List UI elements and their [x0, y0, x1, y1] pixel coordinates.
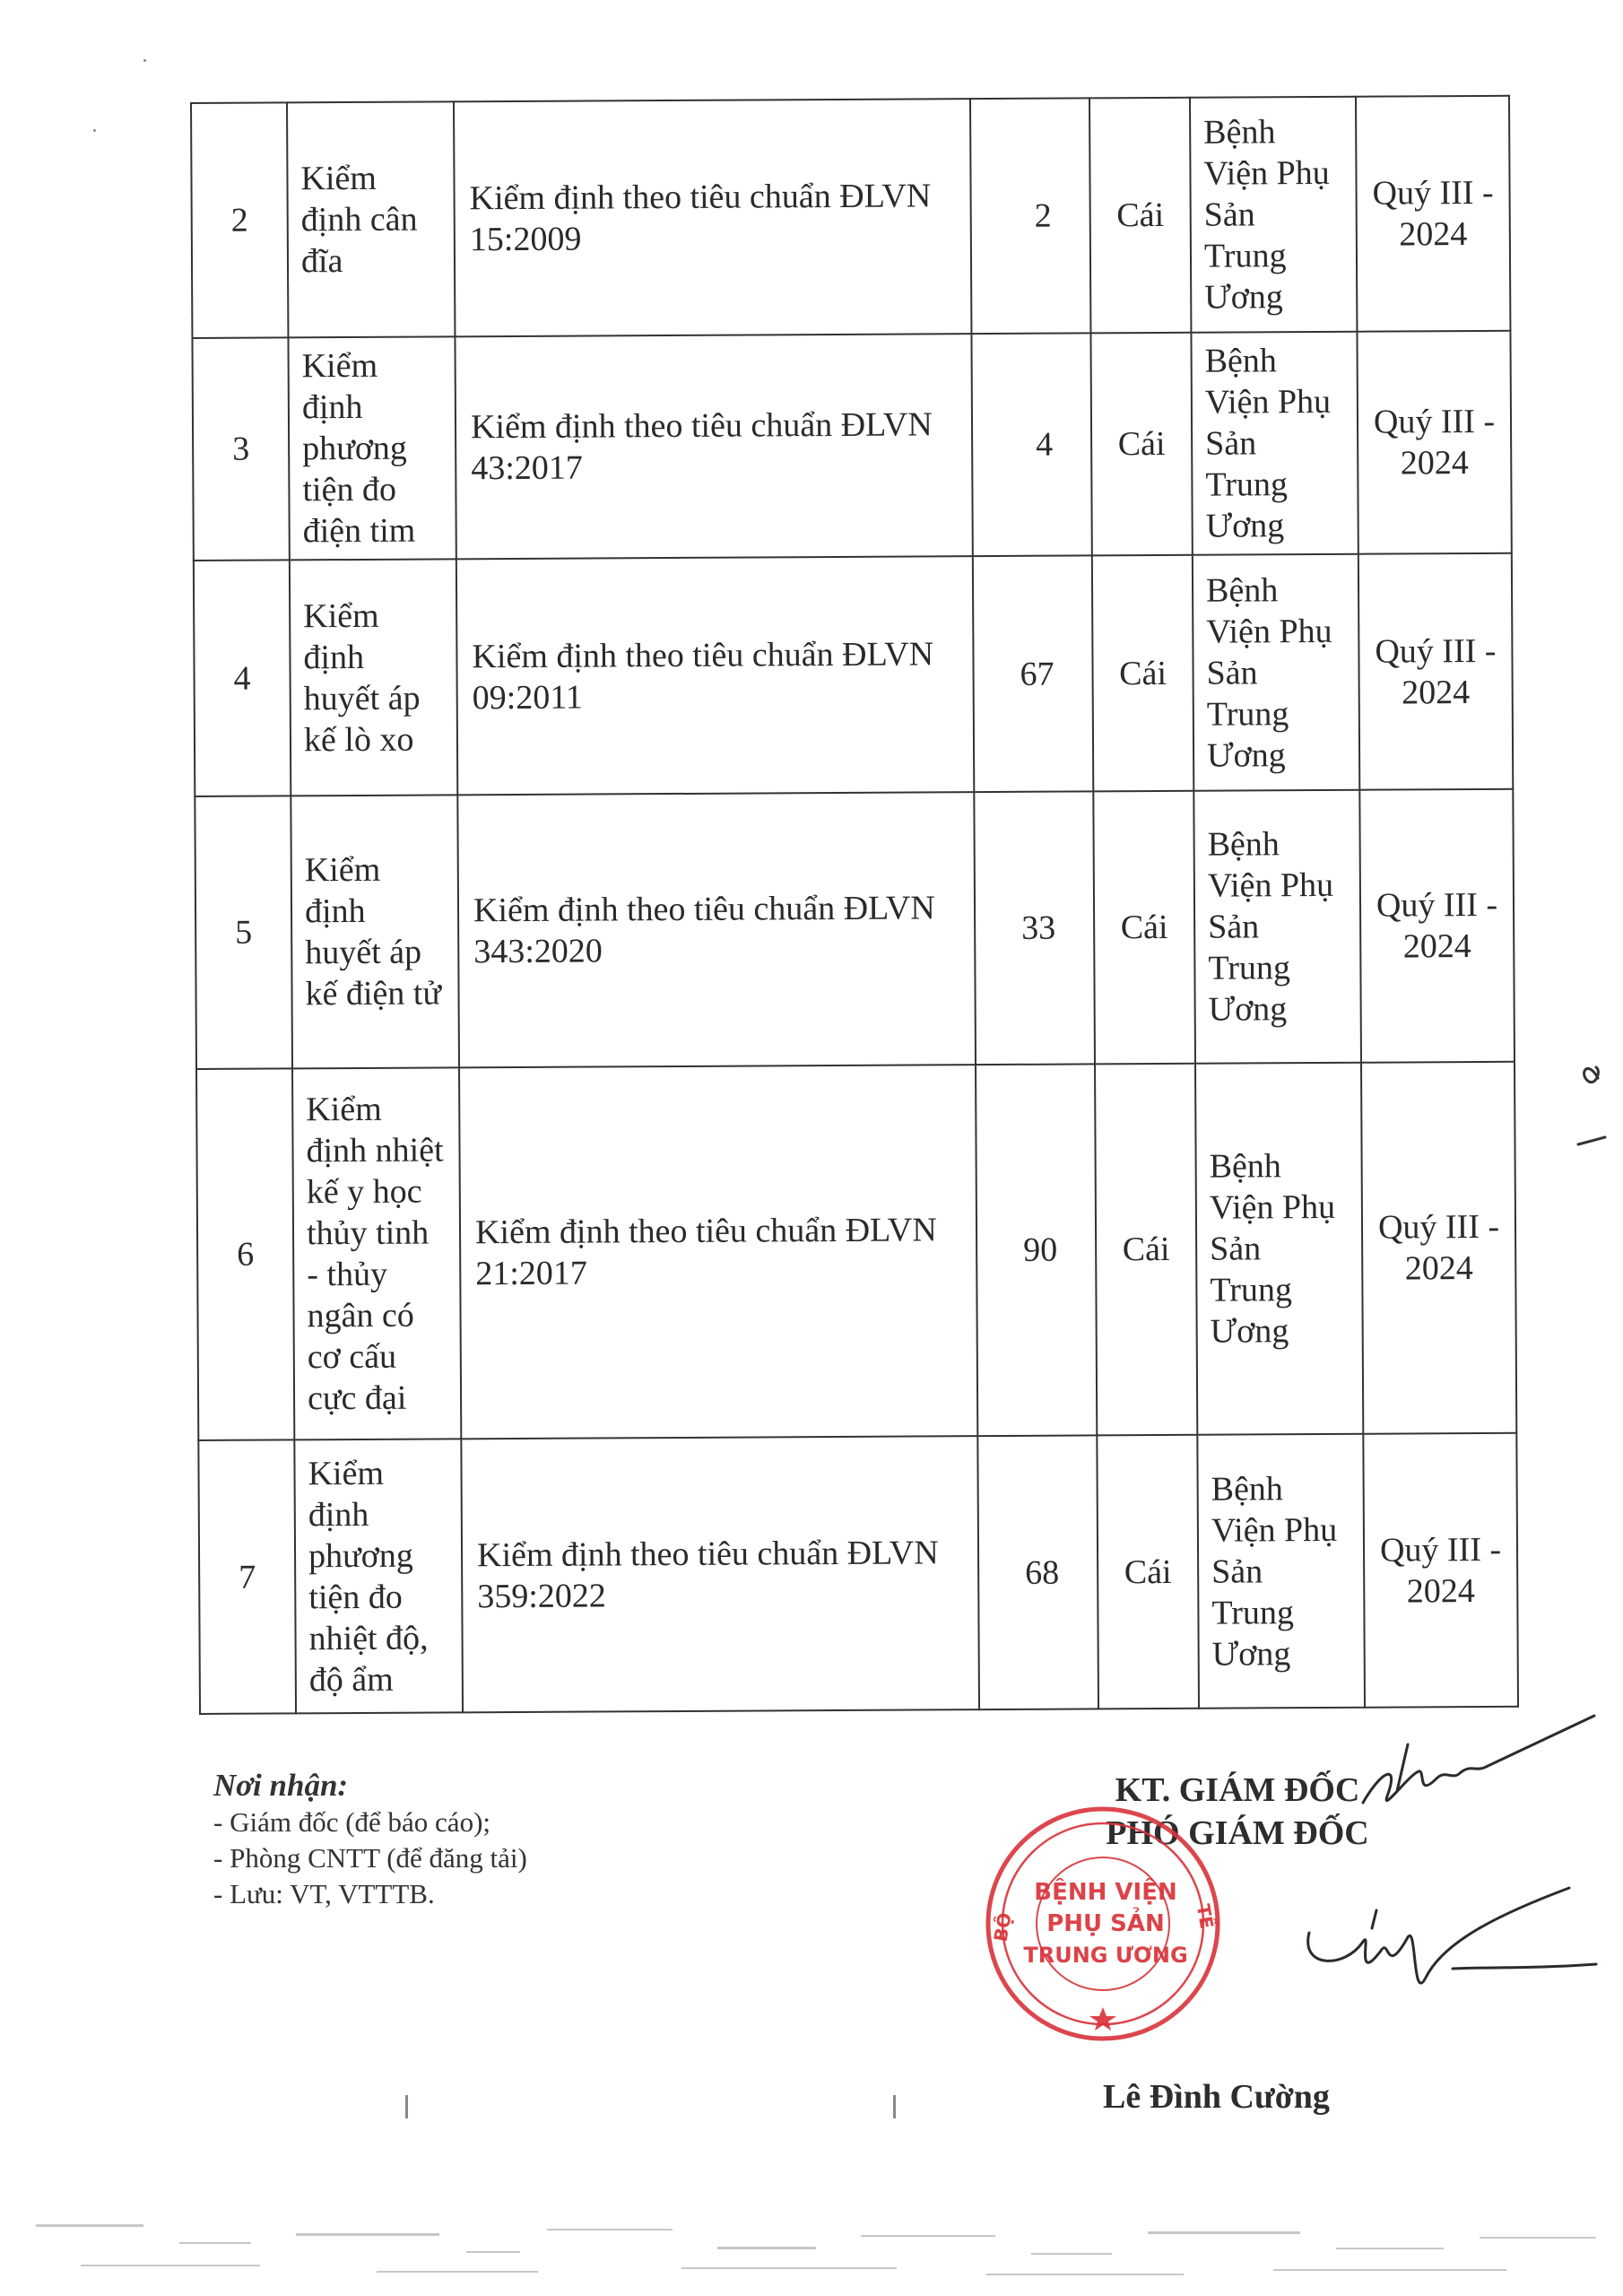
location: Bệnh Viện Phụ Sản Trung Ương	[1193, 790, 1361, 1064]
recipients-block	[213, 1767, 859, 1912]
recipients-title: Nơi nhận:	[213, 1768, 349, 1803]
quantity: 90	[976, 1064, 1097, 1436]
quantity: 4	[971, 333, 1091, 556]
inspection-item: Kiểm định phương tiện đo nhiệt độ, độ ẩm	[294, 1439, 463, 1713]
row-number: 7	[198, 1439, 296, 1714]
table-row	[195, 789, 1515, 1069]
schedule: Quý III - 2024	[1358, 553, 1513, 790]
inspection-item: Kiểm định huyết áp kế điện tử	[291, 795, 459, 1068]
recipient-item: - Phòng CNTT (để đăng tải)	[213, 1842, 527, 1874]
quantity: 68	[977, 1435, 1098, 1709]
schedule: Quý III - 2024	[1361, 1062, 1516, 1434]
schedule: Quý III - 2024	[1356, 96, 1510, 332]
scan-dot	[893, 2095, 896, 2118]
stamp-line1: BỆNH VIỆN	[1034, 1879, 1177, 1906]
table-row	[192, 331, 1511, 561]
inspection-item: Kiểm định huyết áp kế lò xo	[290, 559, 457, 796]
stamp-line2: PHỤ SẢN	[1046, 1910, 1165, 1937]
inspection-method: Kiểm định theo tiêu chuẩn ĐLVN 359:2022	[461, 1436, 979, 1712]
signer-position-line2: PHÓ GIÁM ĐỐC	[1106, 1814, 1369, 1852]
inspection-method: Kiểm định theo tiêu chuẩn ĐLVN 09:2011	[456, 556, 974, 795]
table-row	[198, 1433, 1518, 1714]
inspection-item: Kiểm định cân đĩa	[287, 101, 455, 337]
table-row	[191, 96, 1510, 338]
stamp-left-text: BỘ	[989, 1910, 1016, 1944]
inspection-method: Kiểm định theo tiêu chuẩn ĐLVN 43:2017	[455, 334, 972, 559]
location: Bệnh Viện Phụ Sản Trung Ương	[1195, 1063, 1363, 1435]
inspection-method: Kiểm định theo tiêu chuẩn ĐLVN 15:2009	[454, 99, 971, 336]
inspection-item: Kiểm định nhiệt kế y học thủy tinh - thủy ngân có cơ cấu cực đại	[292, 1067, 461, 1439]
schedule: Quý III - 2024	[1359, 789, 1515, 1063]
row-number: 3	[192, 337, 289, 561]
row-number: 2	[191, 102, 288, 338]
row-number: 6	[196, 1068, 294, 1440]
recipient-item: - Giám đốc (để báo cáo);	[213, 1806, 491, 1838]
margin-pen-mark	[1560, 1031, 1623, 1166]
unit: Cái	[1097, 1435, 1199, 1709]
unit: Cái	[1093, 791, 1195, 1065]
recipient-item: - Lưu: VT, VTTTB.	[213, 1878, 435, 1909]
signer-position-line1: KT. GIÁM ĐỐC	[1115, 1771, 1360, 1809]
location: Bệnh Viện Phụ Sản Trung Ương	[1191, 332, 1358, 555]
handwritten-signature	[1031, 1709, 1614, 2085]
schedule: Quý III - 2024	[1363, 1433, 1518, 1708]
quantity: 33	[974, 791, 1095, 1065]
inspection-table	[190, 95, 1519, 1715]
table-row	[194, 553, 1513, 796]
scan-noise-strip	[0, 2188, 1623, 2296]
inspection-item: Kiểm định phương tiện đo điện tim	[288, 336, 456, 560]
inspection-method: Kiểm định theo tiêu chuẩn ĐLVN 343:2020	[457, 792, 976, 1067]
unit: Cái	[1092, 555, 1193, 792]
row-number: 5	[195, 796, 292, 1069]
scan-dot	[405, 2095, 408, 2118]
unit: Cái	[1090, 333, 1192, 556]
table-row	[196, 1062, 1516, 1440]
scan-dot	[93, 129, 96, 132]
location: Bệnh Viện Phụ Sản Trung Ương	[1193, 554, 1359, 791]
unit: Cái	[1089, 98, 1191, 334]
signer-name: Lê Đình Cường	[1103, 2078, 1330, 2116]
stamp-line3: TRUNG ƯƠNG	[1023, 1943, 1188, 1968]
quantity: 2	[970, 98, 1090, 334]
quantity: 67	[973, 555, 1093, 792]
inspection-method: Kiểm định theo tiêu chuẩn ĐLVN 21:2017	[459, 1065, 977, 1439]
location: Bệnh Viện Phụ Sản Trung Ương	[1190, 97, 1357, 333]
row-number: 4	[194, 560, 291, 796]
location: Bệnh Viện Phụ Sản Trung Ương	[1197, 1434, 1365, 1709]
scan-dot	[143, 59, 146, 62]
stamp-right-text: TẾ	[1192, 1902, 1219, 1931]
schedule: Quý III - 2024	[1357, 331, 1511, 554]
unit: Cái	[1095, 1064, 1197, 1436]
